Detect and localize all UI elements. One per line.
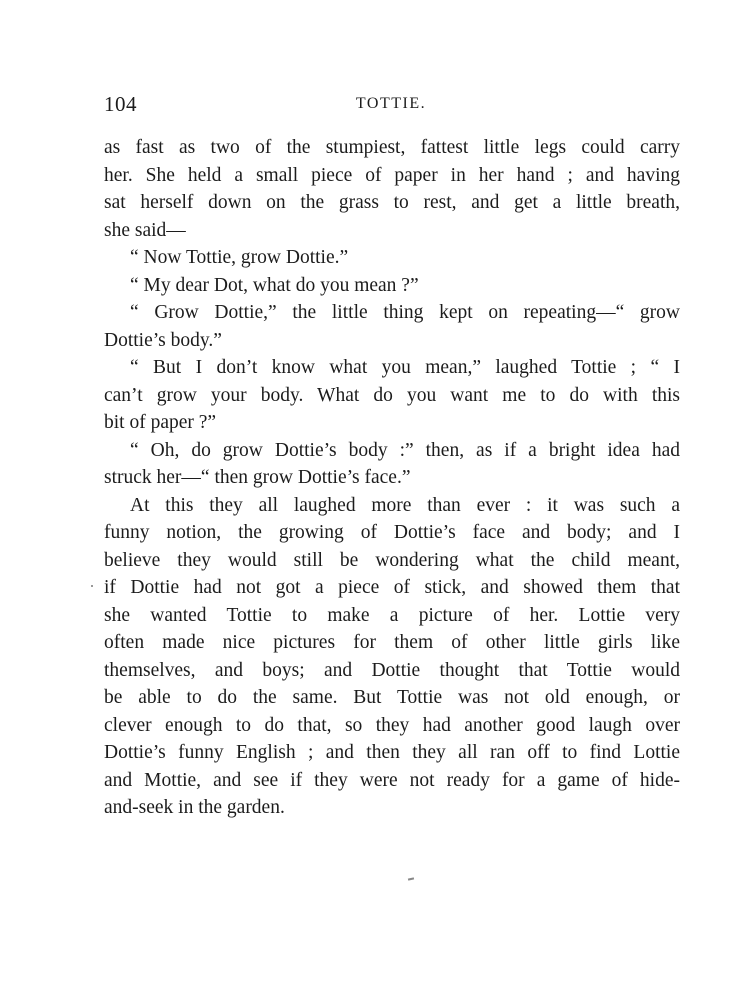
text-line: be able to do the same. But Tottie was not old enough, or xyxy=(104,687,680,708)
text-line: “ My dear Dot, what do you mean ?” xyxy=(130,274,419,296)
text-line: as fast as two of the stumpiest, fattest little legs could carry xyxy=(104,137,680,158)
text-line: believe they would still be wondering what the child meant, xyxy=(104,549,680,571)
text-line: “ But I don’t know what you mean,” laughed Tottie ; “ I xyxy=(130,357,680,378)
text-line: often made nice pictures for them of other little girls like xyxy=(104,632,680,653)
text-line: Dottie’s funny English ; and then they all ran off to find Lottie xyxy=(104,742,680,763)
text-line: and-seek in the garden. xyxy=(104,797,285,818)
text-line: she said— xyxy=(104,219,186,241)
text-line: “ Grow Dottie,” the little thing kept on repeating—“ grow xyxy=(130,302,680,323)
body-text xyxy=(104,134,680,822)
text-line: and Mottie, and see if they were not ready for a game of hide- xyxy=(104,769,680,791)
ink-speck xyxy=(91,585,93,587)
text-line: “ Now Tottie, grow Dottie.” xyxy=(130,247,349,268)
text-line: “ Oh, do grow Dottie’s body :” then, as if a bright idea had xyxy=(130,439,680,461)
page-header xyxy=(104,92,678,120)
text-line: her. She held a small piece of paper in her hand ; and having xyxy=(104,164,680,186)
running-title: TOTTIE. xyxy=(355,95,427,112)
text-line: struck her—“ then grow Dottie’s face.” xyxy=(104,467,411,488)
text-line: clever enough to do that, so they had another good laugh over xyxy=(104,714,680,736)
page-number: 104 xyxy=(104,92,137,116)
text-line: bit of paper ?” xyxy=(104,412,217,433)
text-line: funny notion, the growing of Dottie’s face and body; and I xyxy=(104,522,680,543)
ink-speck xyxy=(408,877,414,880)
text-line: sat herself down on the grass to rest, and get a little breath, xyxy=(104,192,680,213)
text-line: themselves, and boys; and Dottie thought that Tottie would xyxy=(104,659,680,681)
text-line: she wanted Tottie to make a picture of her. Lottie very xyxy=(104,604,680,626)
text-line: At this they all laughed more than ever : it was such a xyxy=(130,494,680,516)
text-line: Dottie’s body.” xyxy=(104,329,222,351)
text-line: if Dottie had not got a piece of stick, and showed them that xyxy=(104,577,680,598)
text-line: can’t grow your body. What do you want me to do with this xyxy=(104,384,680,406)
